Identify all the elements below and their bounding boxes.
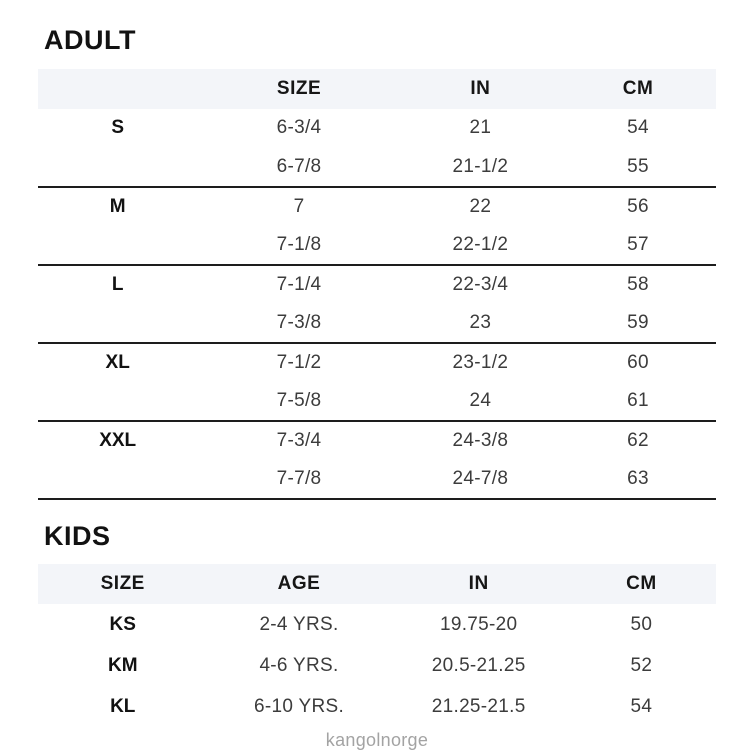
size-cell: 6-7/8 bbox=[197, 148, 400, 187]
table-row bbox=[38, 645, 716, 686]
size-group-label: KL bbox=[110, 695, 136, 717]
size-group-label: XXL bbox=[99, 429, 137, 451]
in-cell: 21-1/2 bbox=[401, 148, 560, 187]
column-header-in: IN bbox=[401, 69, 560, 109]
size-group-label bbox=[38, 460, 197, 499]
size-cell: 7 bbox=[293, 195, 305, 217]
table-row bbox=[38, 604, 716, 645]
size-cell: 7-1/8 bbox=[197, 226, 400, 265]
size-group-label bbox=[38, 226, 197, 265]
table-row bbox=[38, 187, 716, 226]
in-cell: 23-1/2 bbox=[452, 351, 509, 373]
table-row bbox=[38, 460, 716, 499]
size-group-label: M bbox=[109, 195, 126, 217]
size-group-label bbox=[38, 304, 197, 343]
column-header-age: AGE bbox=[208, 564, 391, 604]
size-cell: 7-1/2 bbox=[276, 351, 322, 373]
in-cell: 22 bbox=[469, 195, 492, 217]
cm-cell: 61 bbox=[560, 382, 716, 421]
column-header-cm: CM bbox=[560, 69, 716, 109]
table-row bbox=[38, 226, 716, 265]
in-cell: 24-3/8 bbox=[452, 429, 509, 451]
size-group-label: KS bbox=[109, 613, 136, 635]
column-header-blank bbox=[38, 69, 197, 109]
age-cell: 4-6 YRS. bbox=[259, 654, 339, 676]
cm-cell: 54 bbox=[627, 117, 649, 139]
in-cell: 20.5-21.25 bbox=[431, 654, 526, 676]
kids-section-title: KIDS bbox=[44, 520, 111, 551]
table-row bbox=[38, 421, 716, 460]
in-cell: 19.75-20 bbox=[439, 613, 518, 635]
column-header-in: IN bbox=[391, 564, 567, 604]
size-cell: 7-7/8 bbox=[197, 460, 400, 499]
table-row bbox=[38, 109, 716, 148]
size-group-label: S bbox=[111, 117, 124, 139]
size-group-label: L bbox=[111, 273, 124, 295]
in-cell: 22-3/4 bbox=[452, 273, 509, 295]
in-cell: 23 bbox=[401, 304, 560, 343]
table-row bbox=[38, 265, 716, 304]
kids-size-table bbox=[38, 564, 716, 727]
cm-cell: 55 bbox=[560, 148, 716, 187]
cm-cell: 58 bbox=[627, 273, 649, 295]
size-cell: 7-1/4 bbox=[276, 273, 322, 295]
cm-cell: 52 bbox=[630, 654, 653, 676]
adult-size-table bbox=[38, 69, 716, 500]
in-cell: 22-1/2 bbox=[401, 226, 560, 265]
size-group-label bbox=[38, 148, 197, 187]
age-cell: 6-10 YRS. bbox=[254, 695, 345, 717]
size-cell: 7-5/8 bbox=[197, 382, 400, 421]
table-row bbox=[38, 382, 716, 421]
size-group-label: KM bbox=[107, 654, 138, 676]
table-row bbox=[38, 304, 716, 343]
cm-cell: 63 bbox=[560, 460, 716, 499]
kids-header-row bbox=[38, 564, 716, 604]
cm-cell: 54 bbox=[630, 695, 653, 717]
size-cell: 7-3/8 bbox=[197, 304, 400, 343]
size-group-label bbox=[38, 382, 197, 421]
size-cell: 6-3/4 bbox=[276, 117, 322, 139]
cm-cell: 60 bbox=[627, 351, 649, 373]
adult-header-row bbox=[38, 69, 716, 109]
column-header-size: SIZE bbox=[38, 564, 208, 604]
in-cell: 24-7/8 bbox=[401, 460, 560, 499]
in-cell: 21.25-21.5 bbox=[431, 695, 526, 717]
size-group-label: XL bbox=[105, 351, 130, 373]
watermark: kangolnorge bbox=[325, 730, 429, 751]
cm-cell: 59 bbox=[560, 304, 716, 343]
size-cell: 7-3/4 bbox=[276, 429, 322, 451]
in-cell: 24 bbox=[401, 382, 560, 421]
table-row bbox=[38, 343, 716, 382]
column-header-size: SIZE bbox=[197, 69, 400, 109]
cm-cell: 62 bbox=[627, 429, 649, 451]
table-row bbox=[38, 686, 716, 727]
age-cell: 2-4 YRS. bbox=[259, 613, 339, 635]
cm-cell: 56 bbox=[627, 195, 649, 217]
adult-section-title: ADULT bbox=[44, 25, 136, 55]
column-header-cm: CM bbox=[567, 564, 716, 604]
cm-cell: 50 bbox=[630, 613, 653, 635]
table-row bbox=[38, 148, 716, 187]
in-cell: 21 bbox=[469, 117, 492, 139]
cm-cell: 57 bbox=[560, 226, 716, 265]
